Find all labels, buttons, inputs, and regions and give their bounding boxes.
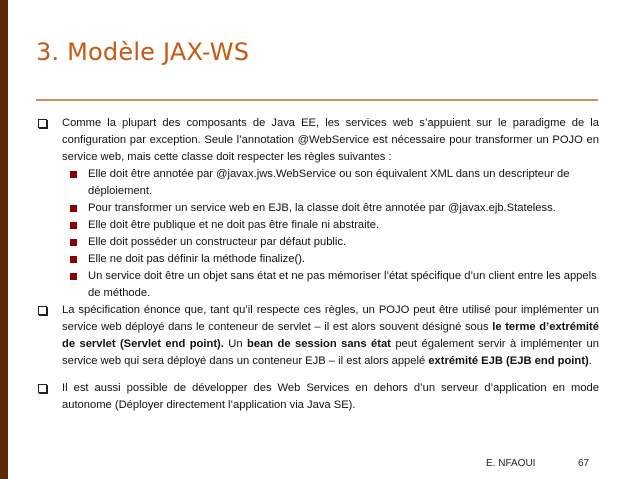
slide-title: 3. Modèle JAX-WS bbox=[36, 38, 250, 66]
bullet-text: Il est aussi possible de développer des Web Services en dehors d’un serveur d’application en mode autonome (Déployer directement l’application via Java SE). bbox=[62, 382, 599, 411]
page-number: 67 bbox=[578, 458, 590, 469]
footer-author: E. NFAOUI bbox=[486, 458, 536, 469]
bullet-text-part: . bbox=[588, 355, 592, 367]
filled-square-bullet-icon bbox=[70, 273, 77, 280]
sub-bullet-point bbox=[36, 234, 599, 251]
filled-square-bullet-icon bbox=[70, 239, 77, 246]
sub-bullet-text: Elle ne doit pas définir la méthode finalize(). bbox=[88, 253, 306, 265]
bullet-point bbox=[36, 380, 599, 414]
sub-bullet-text: Elle doit être annotée par @javax.jws.WebService ou son équivalent XML dans un descripteur de déploiement. bbox=[88, 168, 570, 197]
filled-square-bullet-icon bbox=[70, 256, 77, 263]
filled-square-bullet-icon bbox=[70, 222, 77, 229]
sub-bullet-point bbox=[36, 268, 599, 302]
sub-bullet-point bbox=[36, 251, 599, 268]
bullet-text-part: La spécification énonce que, tant qu’il respecte ces règles, un POJO peut être utilisé pour implémenter un service web déployé dans le conteneur de servlet – il est alors souvent désigné sous bbox=[62, 304, 599, 333]
title-underline bbox=[36, 99, 598, 101]
sub-bullet-text: Un service doit être un objet sans état et ne pas mémoriser l’état spécifique d’un client entre les appels de méthode. bbox=[88, 270, 597, 299]
square-bullet-icon bbox=[38, 306, 47, 315]
bullet-text-emphasis: le terme d’extrémité de servlet (Servlet end point). bbox=[62, 321, 599, 350]
spacer bbox=[36, 370, 599, 380]
bullet-text-part: peut également servir à implémenter un service web qui sera déployé dans un conteneur EJB – il est alors appelé bbox=[62, 338, 599, 367]
slide-body bbox=[36, 115, 599, 414]
square-bullet-icon bbox=[38, 119, 47, 128]
sub-bullet-point bbox=[36, 166, 599, 200]
bullet-point bbox=[36, 115, 599, 166]
square-bullet-icon bbox=[38, 384, 47, 393]
bullet-text-emphasis: extrémité EJB (EJB end point) bbox=[428, 355, 589, 367]
filled-square-bullet-icon bbox=[70, 205, 77, 212]
bullet-text-part: Un bbox=[223, 338, 248, 350]
sub-bullet-text: Elle doit posséder un constructeur par défaut public. bbox=[88, 236, 347, 248]
sub-bullet-text: Pour transformer un service web en EJB, la classe doit être annotée par @javax.ejb.Stateless. bbox=[88, 202, 556, 214]
filled-square-bullet-icon bbox=[70, 171, 77, 178]
left-accent-bar bbox=[0, 0, 8, 479]
bullet-point bbox=[36, 302, 599, 370]
sub-bullet-text: Elle doit être publique et ne doit pas être finale ni abstraite. bbox=[88, 219, 380, 231]
bullet-text: Comme la plupart des composants de Java EE, les services web s’appuient sur le paradigme de la configuration par exception. Seule l’annotation @WebService est nécessaire pour transformer un POJO en service web, mais cette classe doit respecter les règles suivantes : bbox=[62, 117, 599, 163]
sub-bullet-point bbox=[36, 217, 599, 234]
sub-bullet-point bbox=[36, 200, 599, 217]
bullet-text-emphasis: bean de session sans état bbox=[247, 338, 391, 350]
